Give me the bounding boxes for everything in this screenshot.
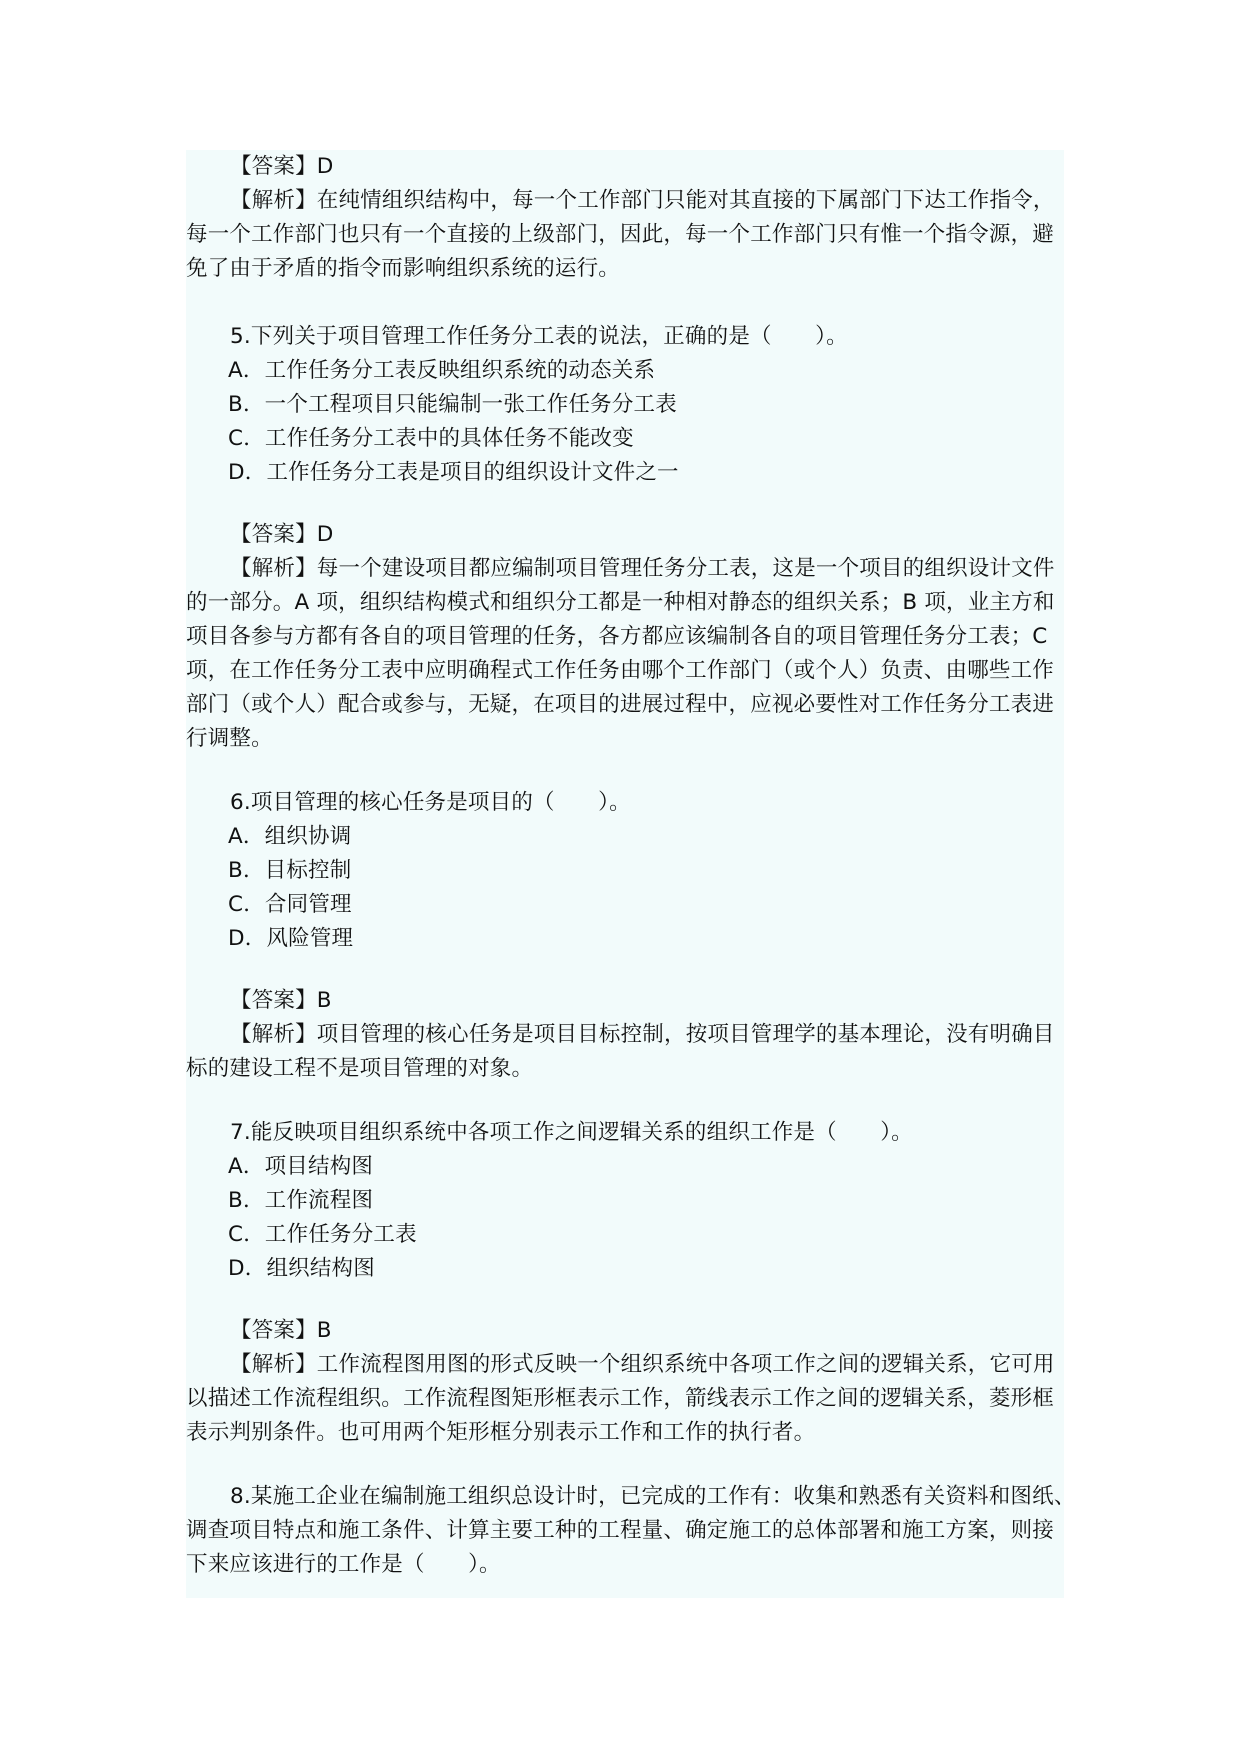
explanation-5-line-1: 【解析】每一个建设项目都应编制项目管理任务分工表，这是一个项目的组织设计文件	[230, 556, 1055, 581]
explanation-6-line-2: 标的建设工程不是项目管理的对象。	[186, 1056, 534, 1081]
question-8-line-2: 调查项目特点和施工条件、计算主要工种的工程量、确定施工的总体部署和施工方案，则接	[186, 1518, 1055, 1543]
explanation-7-line-2: 以描述工作流程组织。工作流程图矩形框表示工作，箭线表示工作之间的逻辑关系，菱形框	[186, 1386, 1055, 1411]
question-6-option-b: B．目标控制	[228, 858, 352, 883]
question-8-line-1: 8.某施工企业在编制施工组织总设计时，已完成的工作有：收集和熟悉有关资料和图纸、	[230, 1484, 1076, 1509]
document-page-content	[186, 150, 1076, 1598]
question-5-option-b: B．一个工程项目只能编制一张工作任务分工表	[228, 392, 677, 417]
question-5-option-d: D．工作任务分工表是项目的组织设计文件之一	[228, 460, 679, 485]
question-5-option-a: A．工作任务分工表反映组织系统的动态关系	[228, 358, 656, 383]
explanation-4-line-1: 【解析】在纯情组织结构中，每一个工作部门只能对其直接的下属部门下达工作指令，	[230, 188, 1055, 213]
explanation-5-line-6: 行调整。	[186, 726, 273, 751]
answer-7: 【答案】B	[230, 1318, 332, 1343]
question-6-option-a: A．组织协调	[228, 824, 352, 849]
question-6-option-c: C．合同管理	[228, 892, 352, 917]
explanation-5-line-3: 项目各参与方都有各自的项目管理的任务，各方都应该编制各自的项目管理任务分工表；C	[186, 624, 1048, 649]
question-7-option-d: D．组织结构图	[228, 1256, 375, 1281]
explanation-4-line-3: 免了由于矛盾的指令而影响组织系统的运行。	[186, 256, 621, 281]
question-5: 5.下列关于项目管理工作任务分工表的说法，正确的是（ ）。	[230, 324, 848, 349]
question-7-option-c: C．工作任务分工表	[228, 1222, 417, 1247]
question-7-option-b: B．工作流程图	[228, 1188, 374, 1213]
question-5-option-c: C．工作任务分工表中的具体任务不能改变	[228, 426, 634, 451]
answer-4: 【答案】D	[230, 154, 334, 179]
explanation-5-line-5: 部门（或个人）配合或参与，无疑，在项目的进展过程中，应视必要性对工作任务分工表进	[186, 692, 1055, 717]
question-7-option-a: A．项目结构图	[228, 1154, 374, 1179]
explanation-5-line-4: 项，在工作任务分工表中应明确程式工作任务由哪个工作部门（或个人）负责、由哪些工作	[186, 658, 1055, 683]
question-6-option-d: D．风险管理	[228, 926, 354, 951]
answer-5: 【答案】D	[230, 522, 334, 547]
question-8-line-3: 下来应该进行的工作是（ ）。	[186, 1552, 501, 1577]
explanation-5-line-2: 的一部分。A 项，组织结构模式和组织分工都是一种相对静态的组织关系；B 项，业主方和	[186, 590, 1055, 615]
question-7: 7.能反映项目组织系统中各项工作之间逻辑关系的组织工作是（ ）。	[230, 1120, 913, 1145]
explanation-4-line-2: 每一个工作部门也只有一个直接的上级部门，因此，每一个工作部门只有惟一个指令源，避	[186, 222, 1055, 247]
explanation-7-line-1: 【解析】工作流程图用图的形式反映一个组织系统中各项工作之间的逻辑关系，它可用	[230, 1352, 1055, 1377]
explanation-6-line-1: 【解析】项目管理的核心任务是项目目标控制，按项目管理学的基本理论，没有明确目	[230, 1022, 1055, 1047]
answer-6: 【答案】B	[230, 988, 332, 1013]
explanation-7-line-3: 表示判别条件。也可用两个矩形框分别表示工作和工作的执行者。	[186, 1420, 816, 1445]
question-6: 6.项目管理的核心任务是项目的（ ）。	[230, 790, 631, 815]
